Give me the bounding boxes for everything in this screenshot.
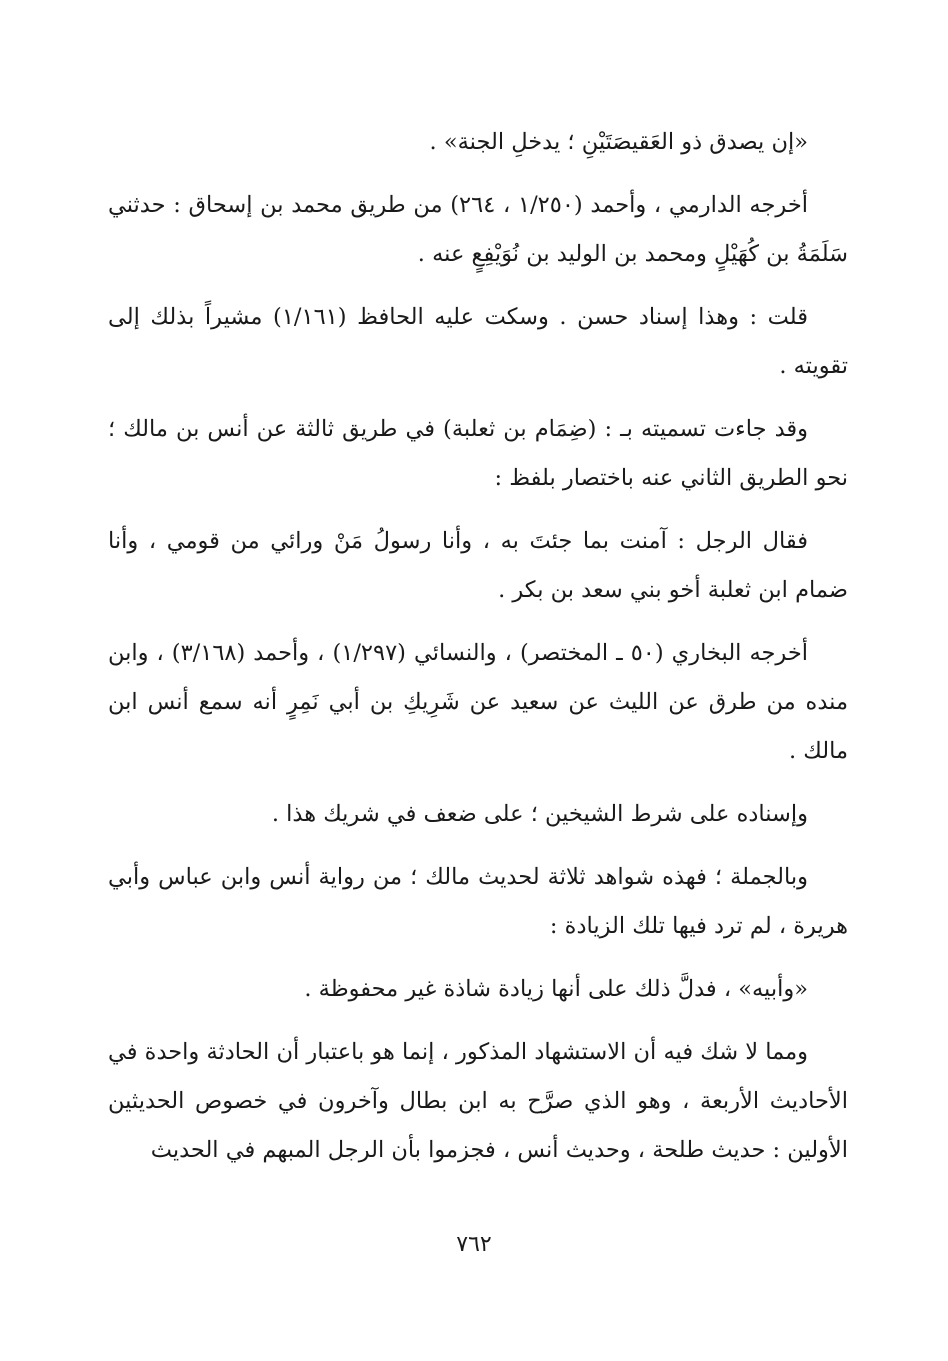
- paragraph-isnad-hasan: قلت : وهذا إسناد حسن . وسكت عليه الحافظ (١/١٦١) مشيراً بذلك إلى تقويته .: [108, 304, 848, 379]
- paragraph-shawahid: وبالجملة ؛ فهذه شواهد ثلاثة لحديث مالك ؛ من رواية أنس وابن عباس وأبي هريرة ، لم ترد فيها تلك الزيادة :: [108, 864, 848, 939]
- paragraph-quote-hadith: «إن يصدق ذو العَقيصَتَيْنِ ؛ يدخلِ الجنة» .: [429, 129, 808, 155]
- paragraph-takhrij-bukhari: أخرجه البخاري (٥٠ ـ المختصر) ، والنسائي (١/٢٩٧) ، وأحمد (٣/١٦٨) ، وابن منده من طرق عن الليث عن سعيد عن شَرِيكِ بن أبي نَمِرٍ أنه سمع أنس ابن مالك .: [108, 640, 848, 764]
- paragraph-wa-abihi: «وأبيه» ، فدلَّ ذلك على أنها زيادة شاذة غير محفوظة .: [304, 976, 808, 1002]
- paragraph-istishhad: ومما لا شك فيه أن الاستشهاد المذكور ، إنما هو باعتبار أن الحادثة واحدة في الأحاديث الأربعة ، وهو الذي صرَّح به ابن بطال وآخرون في خصوص الحديثين الأولين : حديث طلحة ، وحديث أنس ، فجزموا بأن الرجل المبهم في الحديث: [108, 1039, 848, 1163]
- paragraph-takhrij-darimi: أخرجه الدارمي ، وأحمد (١/٢٥٠ ، ٢٦٤) من طريق محمد بن إسحاق : حدثني سَلَمَةُ بن كُهَيْلٍ ومحمد بن الوليد بن نُوَيْفِعٍ عنه .: [108, 192, 848, 267]
- page-body: [108, 118, 848, 1189]
- page-number: ٧٦٢: [456, 1232, 492, 1257]
- paragraph-quote-rajul: فقال الرجل : آمنت بما جئتَ به ، وأنا رسولُ مَنْ ورائي من قومي ، وأنا ضمام ابن ثعلبة أخو بني سعد بن بكر .: [108, 528, 848, 603]
- paragraph-dimam-naming: وقد جاءت تسميته بـ : (ضِمَام بن ثعلبة) في طريق ثالثة عن أنس بن مالك ؛ نحو الطريق الثاني عنه باختصار بلفظ :: [108, 416, 848, 491]
- paragraph-isnad-shaykhayn: وإسناده على شرط الشيخين ؛ على ضعف في شريك هذا .: [271, 801, 808, 827]
